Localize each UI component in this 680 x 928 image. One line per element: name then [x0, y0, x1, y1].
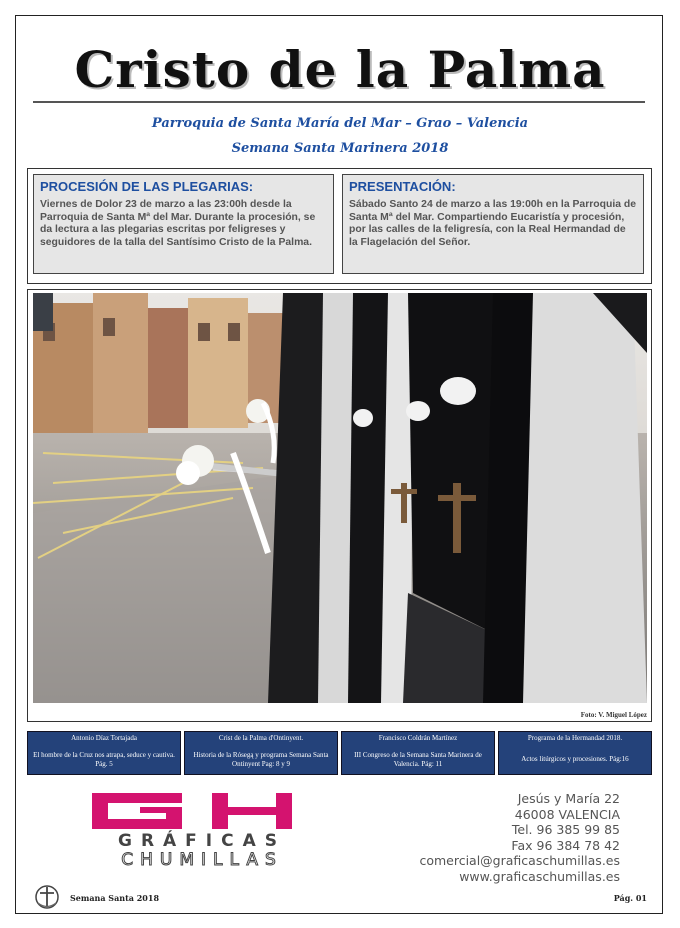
ad-telephone: Tel. 96 385 99 85	[511, 822, 620, 837]
season-subtitle: Semana Santa Marinera 2018	[231, 141, 449, 156]
brand-line-1: GRÁFICAS	[117, 831, 286, 851]
index-desc: III Congreso de la Semana Santa Marinera de Valencia. Pág: 11	[354, 750, 482, 768]
news-text: Sábado Santo 24 de marzo a las 19:00h en la Parroquia de Santa Mª del Mar. Compartiendo Eucaristía y procesión, por las calles de la feligresía, con la Real Hermandad de la Flagelación del Señor.	[349, 199, 637, 248]
index-desc: El hombre de la Cruz nos atrapa, seduce y cautiva. Pág. 5	[33, 750, 175, 768]
news-heading: PRESENTACIÓN:	[349, 179, 456, 194]
page-title: Cristo de la Palma	[74, 40, 606, 99]
index-author: Antonio Díaz Tortajada	[71, 734, 137, 742]
index-item[interactable]	[27, 731, 181, 775]
index-desc: Historia de la Rósegą y programa Semana Santa Ontinyent Pag: 8 y 9	[193, 750, 329, 768]
news-box-presentacion	[342, 174, 644, 274]
ad-address-line-2: 46008 VALENCIA	[514, 806, 620, 822]
index-author: Crist de la Palma d'Ontinyent.	[218, 734, 304, 742]
news-box-plegarias	[33, 174, 334, 274]
brand-line-2: CHUMILLAS	[121, 850, 283, 870]
news-heading: PROCESIÓN DE LAS PLEGARIAS:	[40, 179, 254, 194]
contents-index	[27, 731, 652, 775]
gc-logo-mark	[52, 789, 352, 831]
footer-edition: Semana Santa 2018	[70, 893, 160, 903]
index-item[interactable]	[184, 731, 338, 775]
ad-contact-info	[419, 791, 620, 884]
ad-fax: Fax 96 384 78 42	[511, 837, 620, 853]
index-item[interactable]	[498, 731, 652, 775]
advertisement-graficas-chumillas	[42, 789, 638, 884]
ad-email[interactable]: comercial@graficaschumillas.es	[419, 853, 620, 868]
index-author: Francisco Coldrán Martínez	[378, 734, 458, 742]
title-rule	[33, 101, 645, 103]
photo-credit: Foto: V. Miguel López	[580, 711, 647, 719]
graficas-chumillas-logo	[52, 789, 352, 873]
index-desc: Actos litúrgicos y procesiones. Pág:16	[521, 755, 629, 763]
ad-address-line-1: Jesús y María 22	[517, 791, 620, 806]
index-item[interactable]	[341, 731, 495, 775]
index-author: Programa de la Hermandad 2018.	[527, 734, 623, 742]
procession-photo	[33, 293, 647, 703]
parish-subtitle: Parroquia de Santa María del Mar – Grao – Valencia	[151, 116, 529, 131]
ad-website[interactable]: www.graficaschumillas.es	[459, 868, 620, 884]
news-text: Viernes de Dolor 23 de marzo a las 23:00h desde la Parroquia de Santa Mª del Mar. Durante la procesión, se da lectura a las plegarias escritas por feligreses y seguidores de la talla del Santísimo Cristo de la Palma.	[40, 199, 316, 248]
procession-photo-illustration	[33, 293, 647, 703]
footer-page-number: Pág. 01	[613, 893, 647, 903]
brotherhood-emblem-icon	[34, 883, 60, 911]
